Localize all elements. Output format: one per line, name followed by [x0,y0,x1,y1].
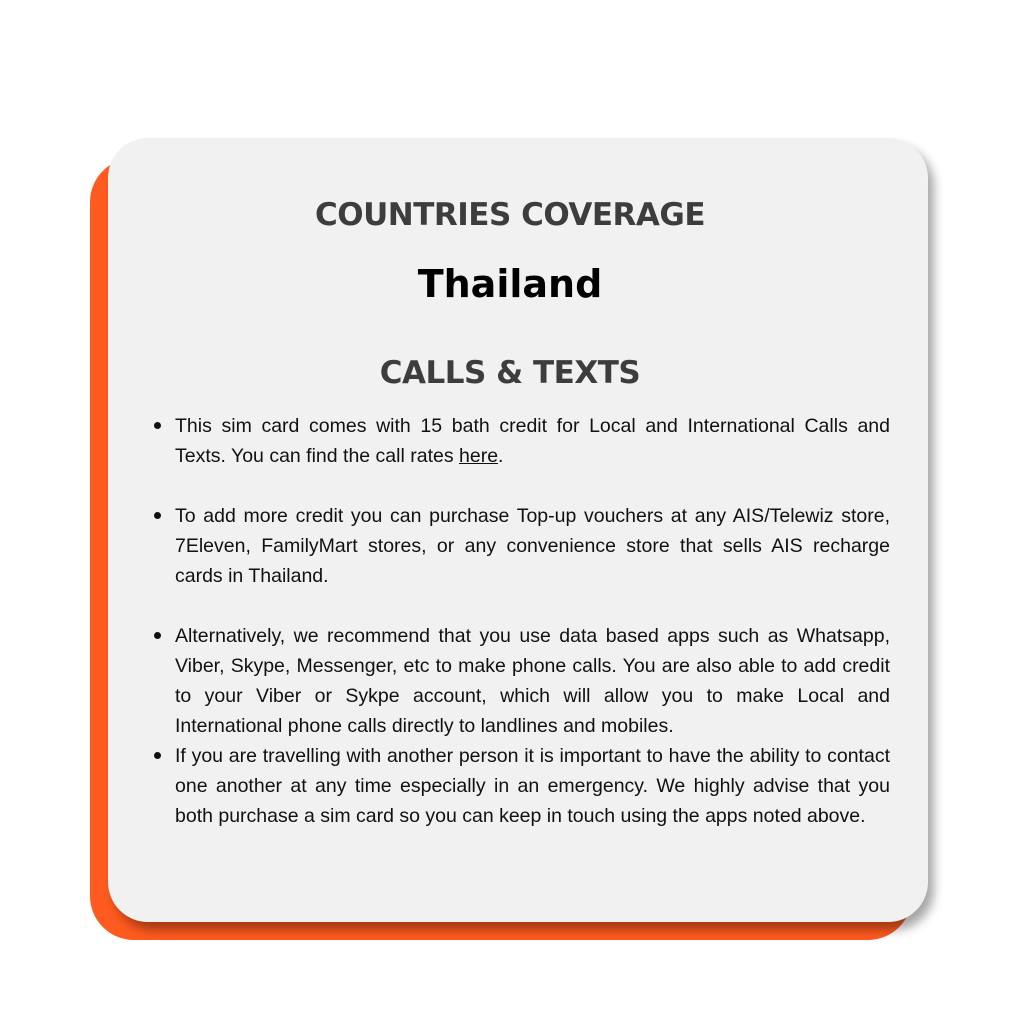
bullet-icon [154,512,161,519]
list-item [150,621,890,741]
calls-texts-heading: CALLS & TEXTS [379,355,641,391]
info-list [150,411,890,831]
list-spacer [150,591,890,621]
list-item-text: . [498,445,504,467]
bullet-icon [154,422,161,429]
bullet-icon [154,632,161,639]
list-item-text: Alternatively, we recommend that you use data based apps such as Whatsapp, Viber, Skype, Messenger, etc to make phone calls. You are also able to add credit to your Viber or Sykpe account, which will allow you to make Local and International phone calls directly to landlines and mobiles. [175,625,890,737]
list-item [150,411,890,471]
list-item-text: To add more credit you can purchase Top-up vouchers at any AIS/Telewiz store, 7Eleven, FamilyMart stores, or any convenience store that sells AIS recharge cards in Thailand. [175,505,890,587]
list-item-text: If you are travelling with another person it is important to have the ability to contact one another at any time especially in an emergency. We highly advise that you both purchase a sim card so you can keep in touch using the apps noted above. [175,745,890,827]
bullet-icon [154,752,161,759]
list-spacer [150,471,890,501]
list-item [150,501,890,591]
coverage-heading: COUNTRIES COVERAGE [315,197,705,233]
country-title: Thailand [417,262,603,306]
list-item [150,741,890,831]
call-rates-link[interactable]: here [459,445,499,467]
list-item-text: This sim card comes with 15 bath credit for Local and International Calls and Texts. You can find the call rates [175,415,890,467]
